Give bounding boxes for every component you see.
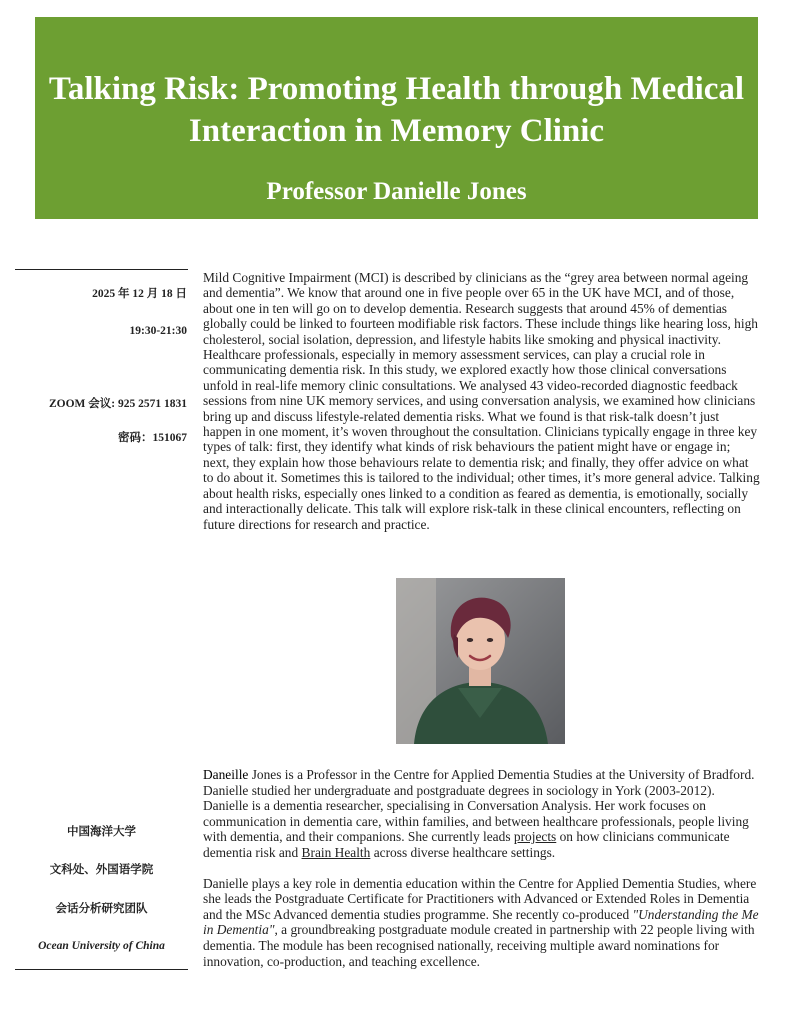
event-time: 19:30-21:30 <box>129 325 187 337</box>
sidebar-bottom-rule <box>15 969 188 970</box>
title-banner <box>35 17 758 219</box>
speaker-bio <box>203 767 760 984</box>
sidebar-top-rule <box>15 269 188 270</box>
organizer-english-name: Ocean University of China <box>38 940 165 952</box>
bio-text-1b: on how clinicians communicate dementia risk and <box>203 829 730 860</box>
speaker-name: Professor Danielle Jones <box>266 178 527 205</box>
module-title: "Understanding the Me in Dementia" <box>203 906 759 938</box>
organizer-university: 中国海洋大学 <box>67 826 136 838</box>
bio-name: Daneille <box>203 767 249 782</box>
organizer-college: 文科处、外国语学院 <box>49 864 154 876</box>
bio-text-2a: Danielle plays a key role in dementia education within the Centre for Applied Dementia Studies, where she leads the Postgraduate Certificate for Practitioners with Advanced or Extended Roles in Dementia and the MSc Advanced dementia studies programme. She recently co-produced <box>203 875 757 922</box>
talk-abstract: Mild Cognitive Impairment (MCI) is described by clinicians as the “grey area between normal ageing and dementia”. We know that around one in five people over 65 in the UK have MCI, and of those, about one in ten will go on to develop dementia. Research suggests that around 45% of dementias globally could be linked to fourteen modifiable risk factors. These include things like hearing loss, high cholesterol, social isolation, depression, and lifestyle habits like smoking and physical inactivity. Healthcare professionals, especially in memory assessment services, can play a crucial role in communicating dementia risk. In this study, we explored exactly how those clinical conversations unfold in real-life memory clinic consultations. We analysed 43 video-recorded diagnostic feedback sessions from nine UK memory services, and using conversation analysis, we examined how clinicians bring up and discuss lifestyle-related dementia risks. What we found is that risk-talk doesn’t just happen in one moment, it’s woven throughout the consultation. Clinicians typically engage in three key types of talk: first, they identify what kinds of risk behaviours the patient might have or engage in; next, they explain how those behaviours relate to dementia risk; and finally, they offer advice on what to do about it. Sometimes this is tailored to the individual; other times, it’s more general advice. Talking about health risks, especially ones linked to a condition as feared as dementia, is emotionally, socially and interactionally delicate. This talk will explore risk-talk in these clinical encounters, reflecting on future directions for research and practice. <box>203 270 760 532</box>
bio-paragraph-2 <box>203 876 760 970</box>
zoom-meeting-id: ZOOM 会议: 925 2571 1831 <box>49 398 187 410</box>
bio-text-1c: across diverse healthcare settings. <box>370 844 556 860</box>
event-date: 2025 年 12 月 18 日 <box>92 288 187 300</box>
bio-text-2b: , a groundbreaking postgraduate module created in partnership with 22 people living with dementia. The module has been recognised nationally, receiving multiple award nominations for innovation, co-production, and teaching excellence. <box>203 922 755 969</box>
talk-title: Talking Risk: Promoting Health through Medical Interaction in Memory Clinic <box>48 71 745 149</box>
speaker-photo <box>396 578 565 744</box>
zoom-password: 密码：151067 <box>118 432 187 444</box>
bio-paragraph-1 <box>203 767 760 861</box>
bio-text-1a: Jones is a Professor in the Centre for Applied Dementia Studies at the University of Bradford. Danielle studied her undergraduate and postgraduate degrees in sociology in York (2003-2012). Danielle is a dementia researcher, specialising in Conversation Analysis. Her work focuses on communication in dementia care, within families, and between healthcare professionals, people living with dementia, and their companions. She currently leads <box>203 767 755 845</box>
brain-health-link[interactable]: Brain Health <box>301 844 371 860</box>
organizer-team: 会话分析研究团队 <box>55 903 148 915</box>
projects-link[interactable]: projects <box>513 829 557 845</box>
